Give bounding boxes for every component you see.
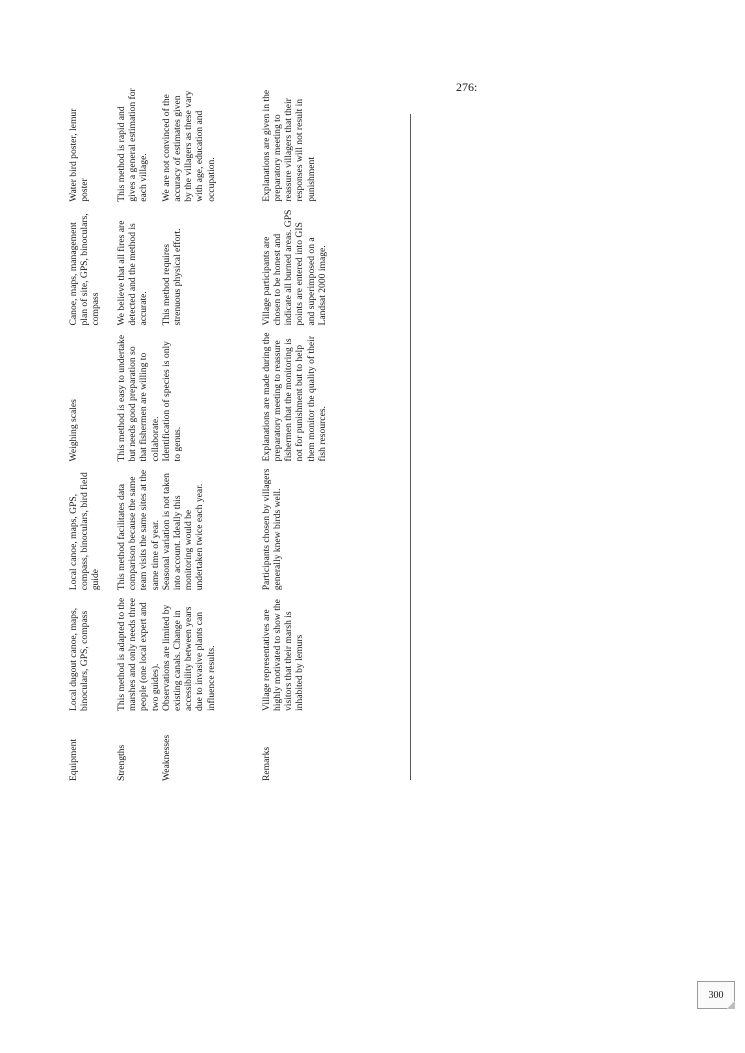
row-label: Strengths (116, 744, 127, 781)
table-bottom-rule (410, 114, 411, 780)
page-badge (697, 981, 735, 1009)
page-badge-number: 300 (708, 989, 724, 1001)
table-row-weaknesses (161, 81, 261, 781)
table-cell: Participants chosen by villagers generally knew birds well. (260, 468, 284, 591)
table-row-strengths (116, 81, 161, 781)
page-number: 276: (456, 80, 478, 94)
table-cell: Water bird poster, lemur poster (68, 108, 91, 202)
table-row-equipment (68, 81, 116, 781)
table-cell: Observations are limited by existing canals. Change in accessibility between years due to invasive plants can influence results. (160, 604, 217, 711)
table-cell: This method is rapid and gives a general estimation for each village. (116, 88, 150, 202)
table-cell: This method is adapted to the marshes and only needs three people (one local expert and two guides). (116, 597, 161, 711)
table-cell: This method is easy to undertake but needs good preparation so that fishermen are willing to collaborate. (116, 334, 161, 462)
table-cell: Village participants are chosen to be honest and indicate all burned areas. GPS points are entered into GIS and superimposed on a Landsat 2000 image. (260, 209, 328, 326)
table-cell: Local dugout canoe, maps, binoculars, GPS, compass (68, 607, 91, 711)
rotated-table-container (68, 81, 398, 781)
row-label: Remarks (260, 746, 272, 781)
table-cell: Weighing scales (68, 399, 79, 462)
table-cell: Identification of species is only to genus. (160, 341, 184, 462)
table-row-remarks (261, 81, 401, 781)
table-cell: This method facilitates data comparison because the same team visits the same sites at the same time of year. (116, 469, 161, 591)
table-cell: This method requires strenuous physical effort. (160, 228, 184, 326)
table-cell: Explanations are made during the preparatory meeting to reassure fishermen that the monitoring is not for punishment but to help them monitor the quality of their fish resources. (260, 332, 328, 462)
row-label: Equipment (68, 738, 79, 781)
table-cell: We are not convinced of the accuracy of estimates given by the villagers as these vary with age, education and occupation. (160, 90, 217, 202)
table-cell: Canoe, maps, management plan of site, GPS, binoculars, compass (68, 213, 102, 326)
table-cell: We believe that all fires are detected and the method is accurate. (116, 220, 150, 326)
row-label: Weaknesses (160, 734, 172, 781)
table-cell: Village representatives are highly motivated to show the visitors that their marsh is inhabited by lemurs (260, 599, 306, 711)
table-cell: Local canoe, maps, GPS, compass, binoculars, bird field guide (68, 472, 102, 591)
monitoring-methods-table (68, 81, 401, 781)
table-cell: Explanations are given in the preparatory meeting to reassure villagers that their responses will not result in punishment (260, 89, 317, 202)
table-cell: Seasonal variation is not taken into account. Ideally this monitoring would be undertaken twice each year. (160, 473, 206, 591)
